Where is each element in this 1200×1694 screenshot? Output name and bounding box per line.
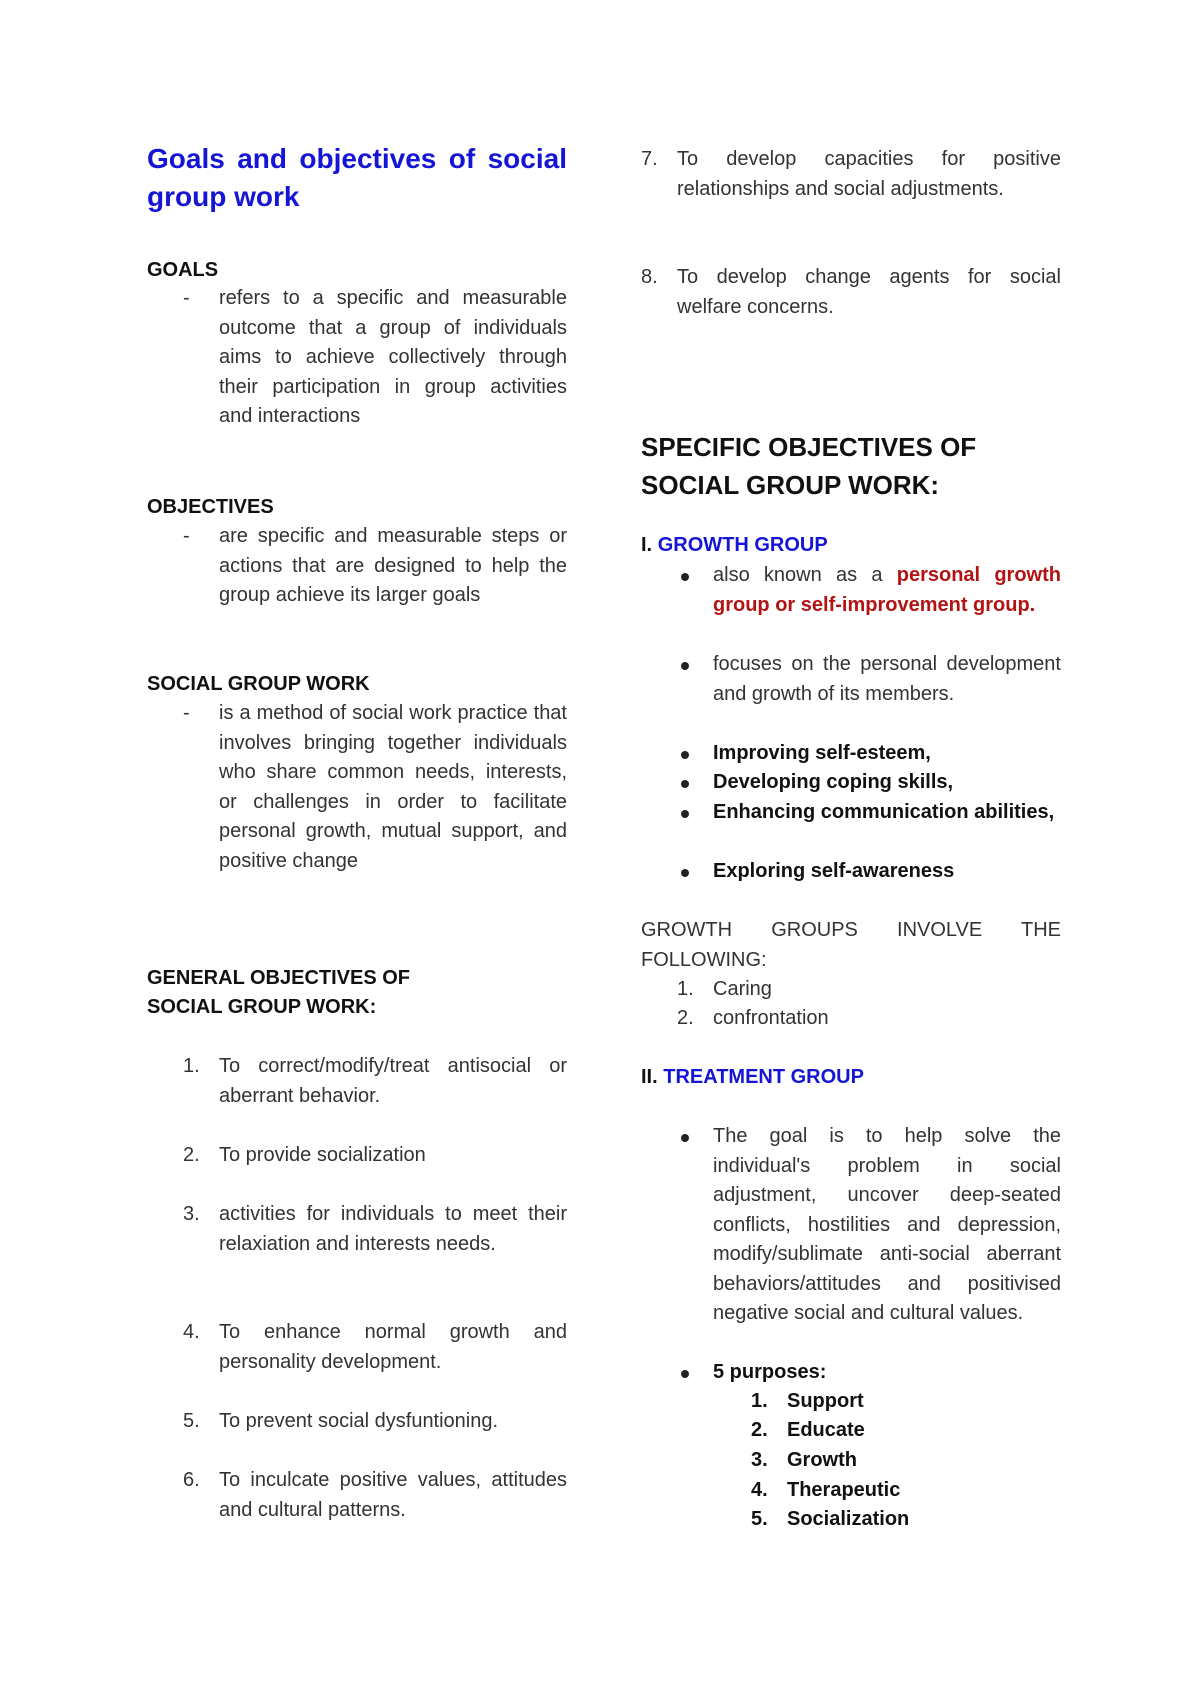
bullet-text: 5 purposes: xyxy=(713,1361,827,1383)
list-number: 1. xyxy=(183,1055,200,1077)
growth-group-heading xyxy=(641,531,828,560)
bullet-text: Enhancing communication abilities, xyxy=(713,801,1055,823)
bullet-item xyxy=(641,1122,1061,1329)
objectives-definition xyxy=(147,522,567,611)
list-text: To provide socialization xyxy=(219,1144,426,1166)
goals-definition xyxy=(147,284,567,432)
bullet-dot xyxy=(681,662,689,670)
list-number: 5. xyxy=(183,1410,200,1432)
list-item xyxy=(147,1407,567,1437)
list-text: To enhance normal growth and personality development. xyxy=(219,1321,567,1373)
list-item xyxy=(605,263,1061,322)
bullet-dot xyxy=(681,573,689,581)
list-number: 3. xyxy=(183,1203,200,1225)
list-item xyxy=(147,1318,567,1377)
list-number: 7. xyxy=(641,148,658,170)
specific-objectives-heading-line1: SPECIFIC OBJECTIVES OF xyxy=(641,432,977,462)
bullet-text: The goal is to help solve the individual's problem in social adjustment, uncover deep-seated conflicts, hostilities and depression, modify/sublimate anti-social aberrant behaviors/attitudes and positivised negative social and cultural values. xyxy=(713,1125,1061,1324)
purpose-item xyxy=(751,1416,1051,1446)
treatment-group-number: II. xyxy=(641,1066,658,1088)
list-text: To inculcate positive values, attitudes and cultural patterns. xyxy=(219,1469,567,1521)
bullet-item xyxy=(641,1358,1061,1388)
objectives-text: are specific and measurable steps or actions that are designed to help the group achieve its larger goals xyxy=(219,525,567,606)
bullet-item xyxy=(641,768,1061,798)
bullet-text: focuses on the personal development and growth of its members. xyxy=(713,653,1061,705)
goals-heading: GOALS xyxy=(147,259,219,281)
purpose-item xyxy=(751,1505,1051,1535)
purpose-item xyxy=(751,1476,1051,1506)
general-objectives-heading-line1: GENERAL OBJECTIVES OF xyxy=(147,967,411,989)
list-text: Therapeutic xyxy=(787,1479,901,1501)
objectives-heading: OBJECTIVES xyxy=(147,496,274,518)
list-number: 2. xyxy=(183,1144,200,1166)
dash-marker: - xyxy=(183,287,190,309)
list-text: To develop capacities for positive relationships and social adjustments. xyxy=(677,148,1061,200)
list-number: 1. xyxy=(751,1390,768,1412)
highlighted-term: personal growth group or self-improvement group. xyxy=(713,564,1061,616)
list-item xyxy=(147,1466,567,1525)
list-number: 2. xyxy=(751,1419,768,1441)
goals-text: refers to a specific and measurable outcome that a group of individuals aims to achieve collectively through their participation in group activities and interactions xyxy=(219,287,567,427)
bullet-dot xyxy=(681,1370,689,1378)
dash-marker: - xyxy=(183,525,190,547)
list-number: 2. xyxy=(677,1007,694,1029)
list-item xyxy=(147,1141,567,1171)
list-item xyxy=(147,1052,567,1111)
list-number: 6. xyxy=(183,1469,200,1491)
growth-groups-involve-text: GROWTH GROUPS INVOLVE THE FOLLOWING: xyxy=(641,919,1061,971)
list-text: Support xyxy=(787,1390,864,1412)
list-text: Educate xyxy=(787,1419,865,1441)
list-text: Socialization xyxy=(787,1508,910,1530)
list-number: 3. xyxy=(751,1449,768,1471)
list-item xyxy=(605,145,1061,204)
list-text: Caring xyxy=(713,978,772,1000)
treatment-group-label: TREATMENT GROUP xyxy=(663,1066,864,1088)
treatment-group-heading xyxy=(641,1063,864,1092)
list-number: 1. xyxy=(677,978,694,1000)
list-text: To develop change agents for social welfare concerns. xyxy=(677,266,1061,318)
bullet-text: Improving self-esteem, xyxy=(713,742,931,764)
bullet-dot xyxy=(681,869,689,877)
bullet-prefix: also known as a xyxy=(713,564,897,586)
bullet-dot xyxy=(681,780,689,788)
bullet-item xyxy=(641,650,1061,709)
general-objectives-heading-line2: SOCIAL GROUP WORK: xyxy=(147,996,377,1018)
bullet-item xyxy=(641,798,1061,828)
list-text: confrontation xyxy=(713,1007,829,1029)
list-text: To prevent social dysfuntioning. xyxy=(219,1410,499,1432)
social-group-work-heading: SOCIAL GROUP WORK xyxy=(147,673,370,695)
bullet-dot xyxy=(681,751,689,759)
bullet-text: Exploring self-awareness xyxy=(713,860,955,882)
purpose-item xyxy=(751,1446,1051,1476)
bullet-item xyxy=(641,739,1061,769)
social-group-work-text: is a method of social work practice that involves bringing together individuals who share common needs, interests, or challenges in order to facilitate personal growth, mutual support, and positive change xyxy=(219,702,567,872)
bullet-dot xyxy=(681,810,689,818)
growth-group-number: I. xyxy=(641,534,653,556)
list-number: 4. xyxy=(751,1479,768,1501)
bullet-dot xyxy=(681,1134,689,1142)
list-item xyxy=(641,1004,1061,1034)
list-number: 5. xyxy=(751,1508,768,1530)
list-item xyxy=(641,975,1061,1005)
bullet-item xyxy=(641,857,1061,887)
list-item xyxy=(147,1200,567,1259)
growth-group-label: GROWTH GROUP xyxy=(657,534,828,556)
document-title: Goals and objectives of social group work xyxy=(147,143,567,212)
purpose-item xyxy=(751,1387,1051,1417)
bullet-text xyxy=(713,561,1061,620)
social-group-work-definition xyxy=(147,699,567,876)
specific-objectives-heading-line2: SOCIAL GROUP WORK: xyxy=(641,470,940,500)
list-text: Growth xyxy=(787,1449,857,1471)
list-number: 4. xyxy=(183,1321,200,1343)
list-number: 8. xyxy=(641,266,658,288)
bullet-item xyxy=(641,561,1061,620)
dash-marker: - xyxy=(183,702,190,724)
list-text: To correct/modify/treat antisocial or aberrant behavior. xyxy=(219,1055,567,1107)
list-text: activities for individuals to meet their relaxiation and interests needs. xyxy=(219,1203,567,1255)
bullet-text: Developing coping skills, xyxy=(713,771,954,793)
